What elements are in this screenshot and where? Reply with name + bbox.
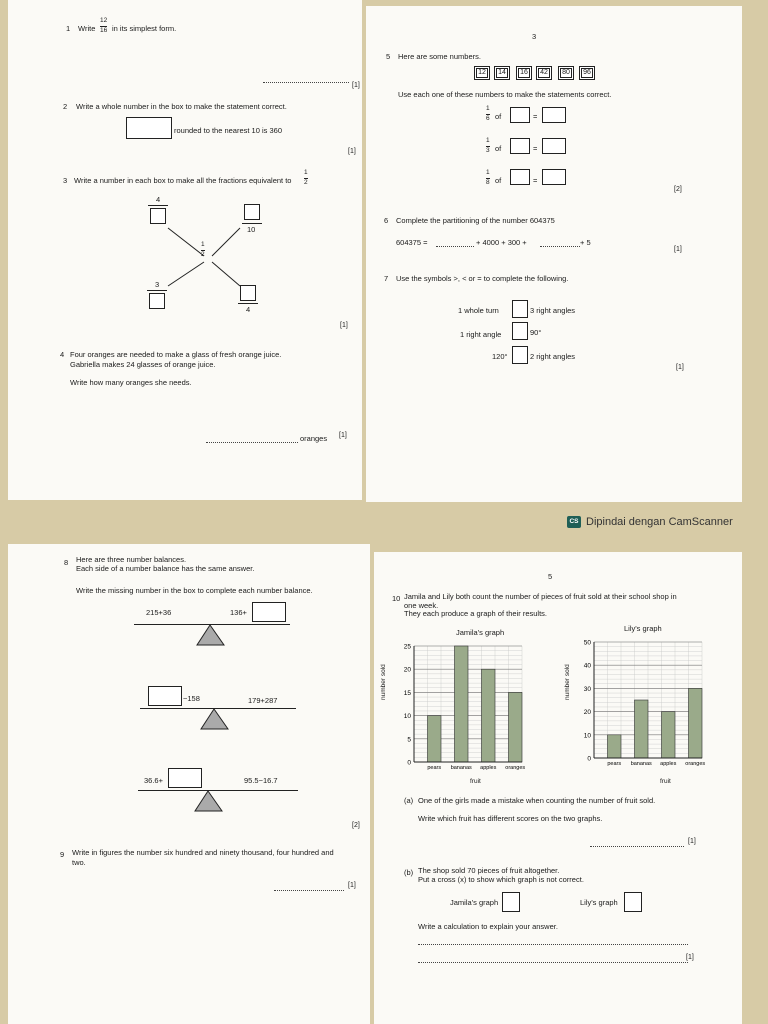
q5-number-card-1 [474,66,490,80]
q8-mark: [2] [352,822,360,829]
q7-row2-left: 1 right angle [460,330,502,339]
q10-line2: one week. [404,601,439,610]
q7-row1-right: 3 right angles [530,306,576,315]
chart2-ytick-label: 30 [583,685,591,693]
q10b-answer-line-2[interactable] [418,962,688,963]
q5-row1-den: 6 [486,114,490,122]
q5-number: 5 [386,52,391,61]
q8-b3-box[interactable] [168,768,202,788]
q8-b1-left: 215+36 [146,608,172,617]
chart1-title: Jamila's graph [456,628,505,637]
q5-row2-eq: = [533,144,538,153]
chart1-ytick-label: 25 [403,643,411,651]
q10b-opt2-label: Lily's graph [580,898,618,907]
q5-card-3-value: 16 [520,69,528,76]
q5-row1-num: 1 [486,105,490,112]
q10a-mark: [1] [688,838,696,845]
q5-row2-box-a[interactable] [510,138,530,154]
q7-mark: [1] [676,364,684,371]
q10b-opt1-label: Jamila's graph [450,898,499,907]
page-4-number: 5 [548,572,553,581]
q5-mark: [2] [674,186,682,193]
q5-row2-of: of [495,144,502,153]
chart2-bar-oranges [689,688,703,758]
q3-tr-frac-bar [242,223,262,224]
worksheet-page-4 [374,552,742,1024]
chart2-ytick-label: 50 [583,639,591,647]
q1-text-post: in its simplest form. [112,24,177,33]
q4-mark: [1] [339,432,347,439]
q4-line2: Gabriella makes 24 glasses of orange juice. [70,360,216,369]
q8-b1-fulcrum [196,624,226,646]
chart2-bar-apples [662,712,676,758]
q6-number: 6 [384,216,389,225]
q7-row1-box[interactable] [512,300,528,318]
q6-blank-1[interactable] [436,246,474,247]
camscanner-label: Dipindai dengan CamScanner [586,516,733,528]
q10a-answer-line[interactable] [590,846,684,847]
q5-card-1-value: 12 [478,69,486,76]
chart1-ytick-label: 10 [403,713,411,721]
chart1-ytick-label: 0 [407,759,411,767]
q6-mark: [1] [674,246,682,253]
q3-br-den: 4 [246,305,251,314]
q5-number-card-4 [536,66,552,80]
q3-target-den: 2 [304,178,308,186]
q5-row2-num: 1 [486,137,490,144]
q5-text: Here are some numbers. [398,52,481,61]
chart2-title: Lily's graph [624,624,662,633]
chart1-bar-oranges [509,692,523,762]
q3-tl-num: 4 [156,195,161,204]
q3-bl-frac-bar [147,290,167,291]
page-2-number: 3 [532,32,537,41]
q5-row2-den: 3 [486,146,490,154]
q3-cross-lines [8,0,362,500]
chart1-xtick-label: pears [427,765,442,771]
chart1-ytick-label: 5 [407,736,411,744]
chart1-jamila-graph [394,638,534,778]
chart2-lily-graph [574,634,714,778]
chart1-ytick-label: 20 [403,666,411,674]
q1-text-pre: Write [78,24,96,33]
chart2-bar-bananas [635,700,649,758]
q8-b1-box[interactable] [252,602,286,622]
q7-row3-box[interactable] [512,346,528,364]
q10-line1: Jamila and Lily both count the number of pieces of fruit sold at their school shop in [404,592,677,601]
q1-mark: [1] [352,82,360,89]
q3-tl-den-box[interactable] [150,208,166,224]
q8-line1: Here are three number balances. [76,555,187,564]
q8-b1-right-pre: 136+ [230,608,247,617]
q6-expr-b: + 4000 + 300 + [476,238,527,247]
q3-bl-den-box[interactable] [149,293,165,309]
q9-answer-line[interactable] [274,890,344,891]
q6-expr-c: + 5 [580,238,591,247]
q3-mark: [1] [340,322,348,329]
q6-expr-a: 604375 = [396,238,428,247]
q8-b3-fulcrum [194,790,224,812]
q9-line1: Write in figures the number six hundred and ninety thousand, four hundred and [72,848,334,857]
chart2-ytick-label: 10 [583,732,591,740]
q7-row3-left: 120° [492,352,508,361]
q7-text: Use the symbols >, < or = to complete the following. [396,274,569,283]
q10b-label: (b) [404,868,414,877]
worksheet-page-3 [8,544,370,1024]
q7-number: 7 [384,274,389,283]
q8-b3-right: 95.5−16.7 [244,776,278,785]
q1-number: 1 [66,24,71,33]
q8-line3: Write the missing number in the box to complete each number balance. [76,586,313,595]
worksheet-page-1 [8,0,362,500]
q10b-opt2-checkbox[interactable] [624,892,642,912]
chart1-xtick-label: apples [480,765,497,771]
q5-row3-box-b[interactable] [542,169,566,185]
q5-row1-of: of [495,112,502,121]
q5-row1-box-a[interactable] [510,107,530,123]
q3-bl-num: 3 [155,280,160,289]
q8-b2-box[interactable] [148,686,182,706]
q3-tr-num-box[interactable] [244,204,260,220]
chart2-ytick-label: 40 [583,662,591,670]
q3-center-den: 2 [201,250,205,258]
q2-number: 2 [63,102,68,111]
q8-number: 8 [64,558,69,567]
q5-card-4-value: 42 [540,69,548,76]
q5-row1-fraction [486,106,490,122]
q4-number: 4 [60,350,65,359]
q5-row2-box-b[interactable] [542,138,566,154]
q5-row3-box-a[interactable] [510,169,530,185]
q9-mark: [1] [348,882,356,889]
q9-line2: two. [72,858,86,867]
q5-row3-eq: = [533,176,538,185]
chart2-xtick-label: bananas [630,761,652,767]
q10b-line3: Write a calculation to explain your answer. [418,922,558,931]
q3-center-num: 1 [201,241,205,248]
chart2-ytick-label: 0 [587,755,591,763]
q7-row2-right: 90° [530,328,542,337]
q10-line3: They each produce a graph of their results. [404,609,547,618]
chart2-ytick-label: 20 [583,709,591,717]
chart1-bar-apples [482,669,496,762]
q10a-line2: Write which fruit has different scores on the two graphs. [418,814,603,823]
q5-instruction: Use each one of these numbers to make the statements correct. [398,90,612,99]
q3-center-fraction [201,242,205,258]
q5-number-card-3 [516,66,532,80]
q10-number: 10 [392,594,401,603]
q10a-label: (a) [404,796,414,805]
q5-card-5-value: 80 [562,69,570,76]
q7-row2-box[interactable] [512,322,528,340]
q8-line2: Each side of a number balance has the same answer. [76,564,255,573]
chart1-xtick-label: oranges [505,765,526,771]
q2-text: Write a whole number in the box to make the statement correct. [76,102,287,111]
q6-blank-2[interactable] [540,246,580,247]
q4-line3: Write how many oranges she needs. [70,378,192,387]
q10b-mark: [1] [686,954,694,961]
q5-card-2-value: 14 [498,69,506,76]
q7-row3-right: 2 right angles [530,352,576,361]
q3-text: Write a number in each box to make all the fractions equivalent to [74,176,292,185]
chart2-xtick-label: pears [607,761,622,767]
q5-number-card-6 [579,66,595,80]
q2-mark: [1] [348,148,356,155]
chart1-ytick-label: 15 [403,689,411,697]
chart2-bar-pears [608,735,622,758]
q5-card-6-value: 96 [583,69,591,76]
q1-frac-den: 16 [100,26,108,34]
q3-br-frac-bar [238,303,258,304]
q5-row3-fraction [486,170,490,186]
q4-answer-line[interactable] [206,442,298,443]
q6-text: Complete the partitioning of the number 604375 [396,216,555,225]
q5-row3-den: 8 [486,178,490,186]
q7-row1-left: 1 whole turn [458,306,499,315]
q10b-line2: Put a cross (x) to show which graph is not correct. [418,875,584,884]
q4-unit: oranges [300,434,328,443]
q5-number-card-5 [558,66,574,80]
q1-frac-num: 12 [100,17,108,24]
q8-b2-left-post: −158 [183,694,200,703]
chart1-xlabel: fruit [470,778,481,785]
chart1-ylabel: number sold [380,664,387,700]
q5-row3-of: of [495,176,502,185]
q8-b3-left-pre: 36.6+ [144,776,163,785]
q10a-line1: One of the girls made a mistake when counting the number of fruit sold. [418,796,656,805]
q5-row3-num: 1 [486,169,490,176]
q3-tl-frac-bar [148,205,168,206]
q2-statement: rounded to the nearest 10 is 360 [174,126,282,135]
q4-line1: Four oranges are needed to make a glass of fresh orange juice. [70,350,282,359]
q5-row2-fraction [486,138,490,154]
q10b-answer-line-1[interactable] [418,944,688,945]
camscanner-logo: CS [567,516,581,528]
q8-b2-right: 179+287 [248,696,278,705]
chart2-ylabel: number sold [564,664,571,700]
q10b-opt1-checkbox[interactable] [502,892,520,912]
q5-number-card-2 [494,66,510,80]
q5-row1-box-b[interactable] [542,107,566,123]
q3-br-num-box[interactable] [240,285,256,301]
q5-row1-eq: = [533,112,538,121]
chart2-xtick-label: apples [660,761,677,767]
q8-b2-fulcrum [200,708,230,730]
chart1-xtick-label: bananas [450,765,472,771]
chart2-xtick-label: oranges [685,761,706,767]
chart1-bar-pears [428,716,442,762]
q9-number: 9 [60,850,65,859]
q3-number: 3 [63,176,68,185]
q3-target-num: 1 [304,169,308,176]
chart2-xlabel: fruit [660,778,671,785]
worksheet-page-2 [366,6,742,502]
chart1-bar-bananas [455,646,469,762]
q3-tr-den: 10 [247,225,256,234]
q10b-line1: The shop sold 70 pieces of fruit altogether. [418,866,560,875]
